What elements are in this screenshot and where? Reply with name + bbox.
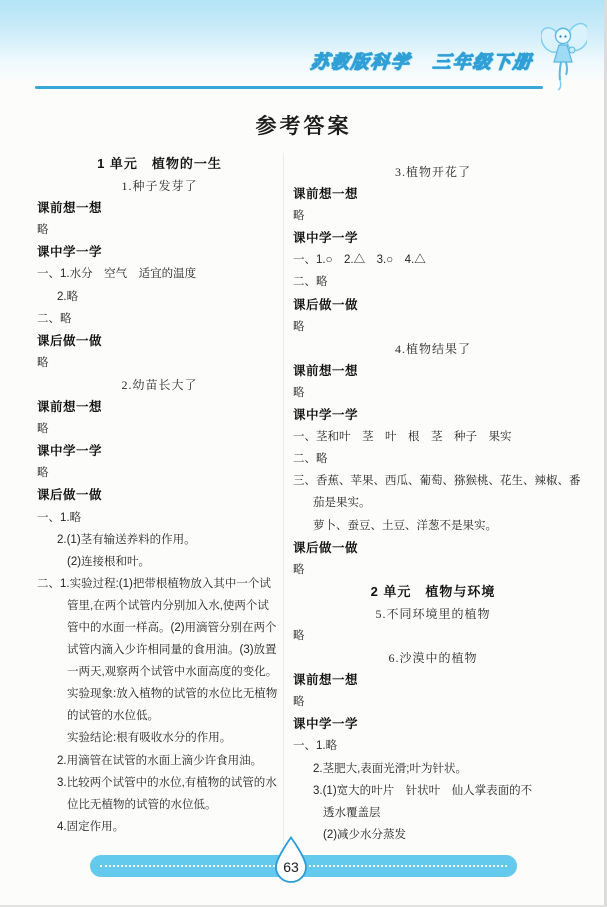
answer-line: 二、略 bbox=[293, 276, 328, 289]
answer-line: 2.茎肥大,表面光滑;叶为针状。 bbox=[313, 762, 467, 775]
answer-line: 透水覆盖层 bbox=[323, 806, 381, 819]
answer-line: 实验结论:根有吸收水分的作用。 bbox=[67, 732, 232, 745]
answer-line: 略 bbox=[37, 467, 49, 480]
answers-columns bbox=[37, 153, 581, 846]
answer-line: 一两天,观察两个试管中水面高度的变化。 bbox=[67, 666, 278, 679]
answer-line: 2.(1)茎有输送养料的作用。 bbox=[57, 533, 196, 546]
answer-line: 萝卜、蚕豆、土豆、洋葱不是果实。 bbox=[313, 519, 497, 532]
page-number: 63 bbox=[283, 859, 299, 875]
answer-line: 4.固定作用。 bbox=[57, 820, 125, 833]
answer-line: 三、香蕉、苹果、西瓜、葡萄、猕猴桃、花生、辣椒、番 bbox=[293, 475, 581, 488]
answer-line: 实验现象:放入植物的试管的水位比无植物 bbox=[67, 688, 278, 701]
answer-line: 一、1.略 bbox=[293, 740, 338, 753]
answer-line: (2)连接根和叶。 bbox=[67, 555, 151, 568]
answer-line: 的试管的水位低。 bbox=[67, 710, 159, 723]
answer-line: 略 bbox=[293, 210, 305, 223]
answer-line: 略 bbox=[37, 423, 49, 436]
page-number-drop bbox=[272, 836, 310, 884]
answer-line: 一、茎和叶 茎 叶 根 茎 种子 果实 bbox=[293, 431, 512, 444]
section-heading: 课前想一想 bbox=[293, 363, 359, 378]
answer-line: 一、1.水分 空气 适宜的温度 bbox=[37, 268, 197, 281]
lesson-title: 1.种子发芽了 bbox=[121, 179, 198, 194]
section-heading: 课后做一做 bbox=[37, 488, 103, 503]
answer-line: 管里,在两个试管内分别加入水,使两个试 bbox=[67, 599, 269, 612]
answer-line: 二、略 bbox=[293, 453, 328, 466]
header-rule bbox=[35, 86, 543, 89]
header-labels bbox=[310, 48, 535, 74]
answer-line: 略 bbox=[293, 696, 305, 709]
section-heading: 课中学一学 bbox=[37, 444, 103, 459]
lesson-title: 3.植物开花了 bbox=[394, 165, 471, 179]
section-heading: 课中学一学 bbox=[293, 231, 359, 246]
section-heading: 课后做一做 bbox=[37, 333, 103, 348]
fairy-mascot-icon bbox=[541, 20, 587, 97]
section-heading: 课前想一想 bbox=[37, 400, 103, 415]
answer-line: 试管内滴入少许相同量的食用油。(3)放置 bbox=[67, 644, 277, 657]
answer-line: 2.略 bbox=[57, 290, 79, 303]
answer-line: 二、1.实验过程:(1)把带根植物放入其中一个试 bbox=[37, 577, 271, 590]
section-heading: 课中学一学 bbox=[293, 717, 359, 732]
answer-line: 二、略 bbox=[37, 312, 72, 325]
answer-line: 茄是果实。 bbox=[313, 497, 371, 510]
unit-heading: 2 单元 植物与环境 bbox=[370, 583, 496, 599]
answer-line: 一、1.○ 2.△ 3.○ 4.△ bbox=[293, 254, 426, 267]
lesson-title: 4.植物结果了 bbox=[394, 341, 471, 356]
answer-line: 2.用滴管在试管的水面上滴少许食用油。 bbox=[57, 754, 263, 767]
section-heading: 课前想一想 bbox=[293, 187, 359, 202]
page-title: 参考答案 bbox=[255, 115, 352, 138]
section-heading: 课后做一做 bbox=[293, 540, 359, 555]
series-label: 苏教版科学 bbox=[309, 52, 412, 72]
answer-line: 略 bbox=[37, 356, 49, 369]
answer-line: 略 bbox=[293, 629, 305, 642]
volume-label: 三年级下册 bbox=[431, 52, 534, 72]
section-heading: 课中学一学 bbox=[293, 408, 359, 423]
answer-line: 3.比较两个试管中的水位,有植物的试管的水 bbox=[57, 776, 277, 789]
answers-right-column bbox=[283, 153, 581, 846]
section-heading: 课前想一想 bbox=[293, 673, 359, 688]
answer-line: 略 bbox=[293, 320, 305, 333]
answer-line: 略 bbox=[293, 563, 305, 576]
section-heading: 课前想一想 bbox=[37, 201, 103, 216]
section-heading: 课后做一做 bbox=[293, 297, 359, 312]
unit-heading: 1 单元 植物的一生 bbox=[97, 156, 222, 171]
answer-line: 略 bbox=[293, 386, 305, 399]
answer-line: 一、1.略 bbox=[37, 511, 82, 524]
answer-line: 管中的水面一样高。(2)用滴管分别在两个 bbox=[67, 621, 277, 634]
answer-line: 3.(1)宽大的叶片 针状叶 仙人掌表面的不 bbox=[313, 784, 533, 797]
answer-line: 位比无植物的试管的水位低。 bbox=[67, 798, 217, 811]
section-heading: 课中学一学 bbox=[37, 245, 103, 260]
lesson-title: 6.沙漠中的植物 bbox=[388, 651, 478, 666]
lesson-title: 5.不同环境里的植物 bbox=[375, 606, 491, 621]
lesson-title: 2.幼苗长大了 bbox=[121, 377, 198, 392]
answer-line: (2)减少水分蒸发 bbox=[323, 828, 407, 841]
answer-line: 略 bbox=[37, 224, 49, 237]
answers-left-column bbox=[37, 153, 282, 838]
